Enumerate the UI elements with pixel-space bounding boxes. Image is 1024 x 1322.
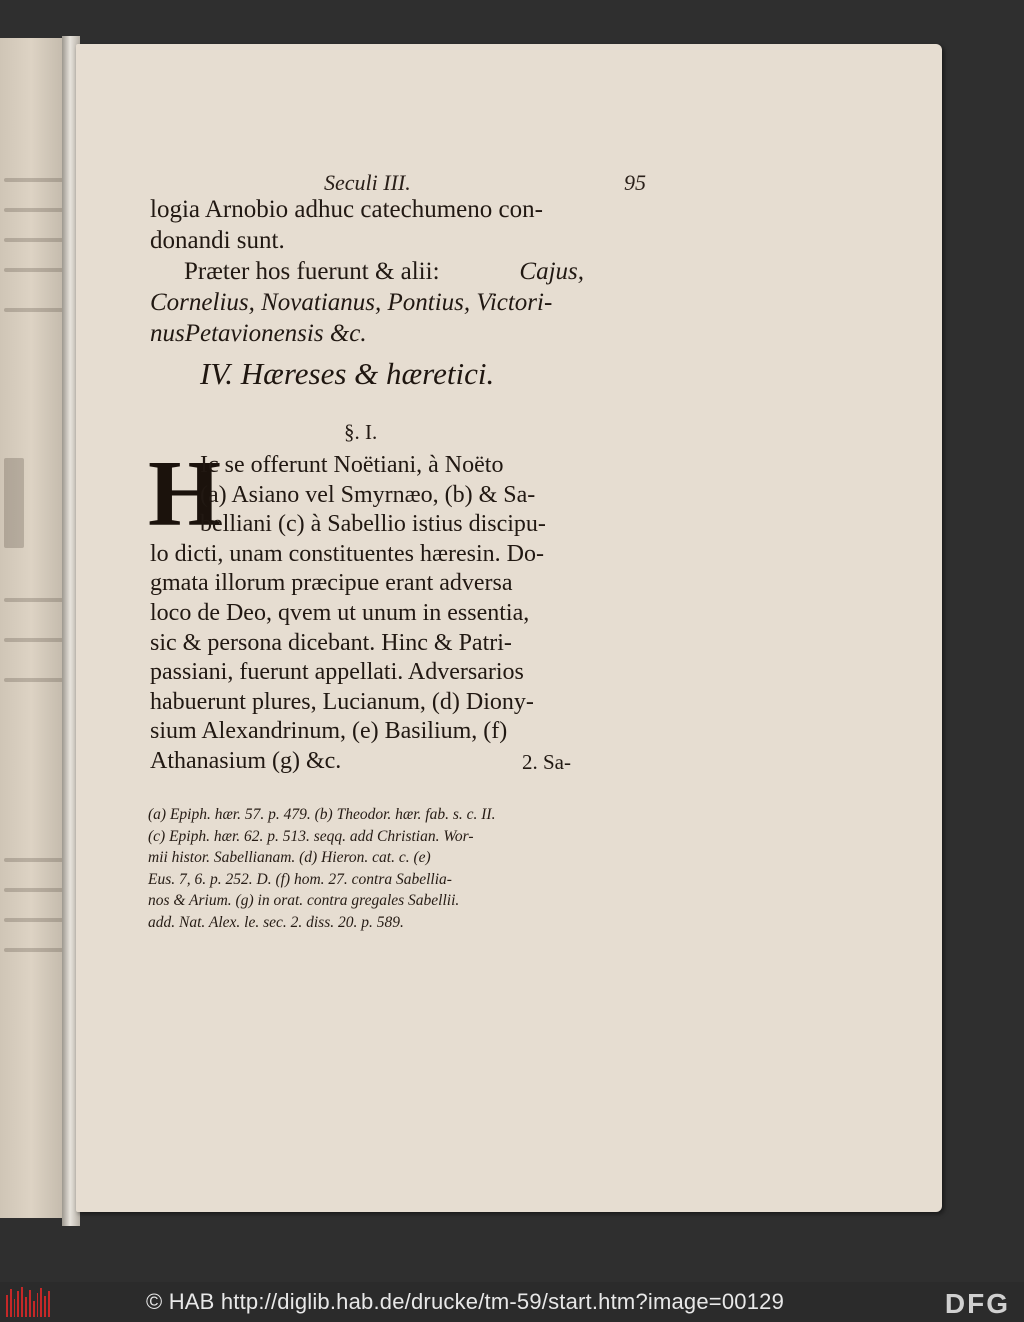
viewer-footer xyxy=(0,1282,1024,1322)
text-line: donandi sunt. xyxy=(150,227,285,254)
footnote-line: mii histor. Sabellianam. (d) Hieron. cat. c. (e) xyxy=(148,849,431,867)
text-line: Præter hos fuerunt & alii: Cajus, xyxy=(184,258,584,285)
paragraph-line: lo dicti, unam constituentes hæresin. Do- xyxy=(150,540,544,567)
chapter-heading: IV. Hæreses & hæretici. xyxy=(200,356,495,391)
paragraph-line: loco de Deo, qvem ut unum in essentia, xyxy=(150,599,530,626)
paragraph-line: (a) Asiano vel Smyrnæo, (b) & Sa- xyxy=(200,481,536,508)
dfg-logo: DFG xyxy=(944,1288,1010,1319)
text-line: Cornelius, Novatianus, Pontius, Victori- xyxy=(150,289,553,316)
paragraph-line: sium Alexandrinum, (e) Basilium, (f) xyxy=(150,718,508,745)
footnote-line: (a) Epiph. hær. 57. p. 479. (b) Theodor. hær. fab. s. c. II. xyxy=(148,806,496,823)
footnote-line: (c) Epiph. hær. 62. p. 513. seqq. add Christian. Wor- xyxy=(148,827,474,845)
intro-text xyxy=(150,194,584,349)
running-head xyxy=(324,170,646,196)
paragraph-line: gmata illorum præcipue erant adversa xyxy=(150,570,513,597)
paragraph-line: habuerunt plures, Lucianum, (d) Diony- xyxy=(150,688,534,715)
catchword: 2. Sa- xyxy=(522,750,571,774)
running-head-title: Seculi III. xyxy=(324,170,411,195)
paragraph-line: Ic se offerunt Noëtiani, à Noëto xyxy=(200,452,504,478)
footnotes xyxy=(148,804,584,934)
footnote-line: nos & Arium. (g) in orat. contra gregales Sabellii. xyxy=(148,892,460,910)
footnote-line: Eus. 7, 6. p. 252. D. (f) hom. 27. contra Sabellia- xyxy=(148,870,452,888)
main-paragraph xyxy=(148,442,584,777)
book-page xyxy=(76,44,942,1212)
drop-cap: H xyxy=(148,442,222,546)
paragraph-line: passiani, fuerunt appellati. Adversarios xyxy=(150,659,524,686)
copyright-link[interactable]: © HAB http://diglib.hab.de/drucke/tm-59/start.htm?image=00129 xyxy=(146,1289,785,1314)
paragraph-line: Athanasium (g) &c. xyxy=(150,747,342,774)
hab-logo-icon xyxy=(6,1287,50,1317)
footnote-line: add. Nat. Alex. le. sec. 2. diss. 20. p. 589. xyxy=(148,913,404,931)
paragraph-line: belliani (c) à Sabellio istius discipu- xyxy=(200,511,546,538)
paragraph-line: sic & persona dicebant. Hinc & Patri- xyxy=(150,629,512,656)
text-line: logia Arnobio adhuc catechumeno con- xyxy=(150,196,543,223)
page-number: 95 xyxy=(624,170,646,195)
text-line: nusPetavionensis &c. xyxy=(150,320,367,347)
section-mark: §. I. xyxy=(344,420,378,444)
